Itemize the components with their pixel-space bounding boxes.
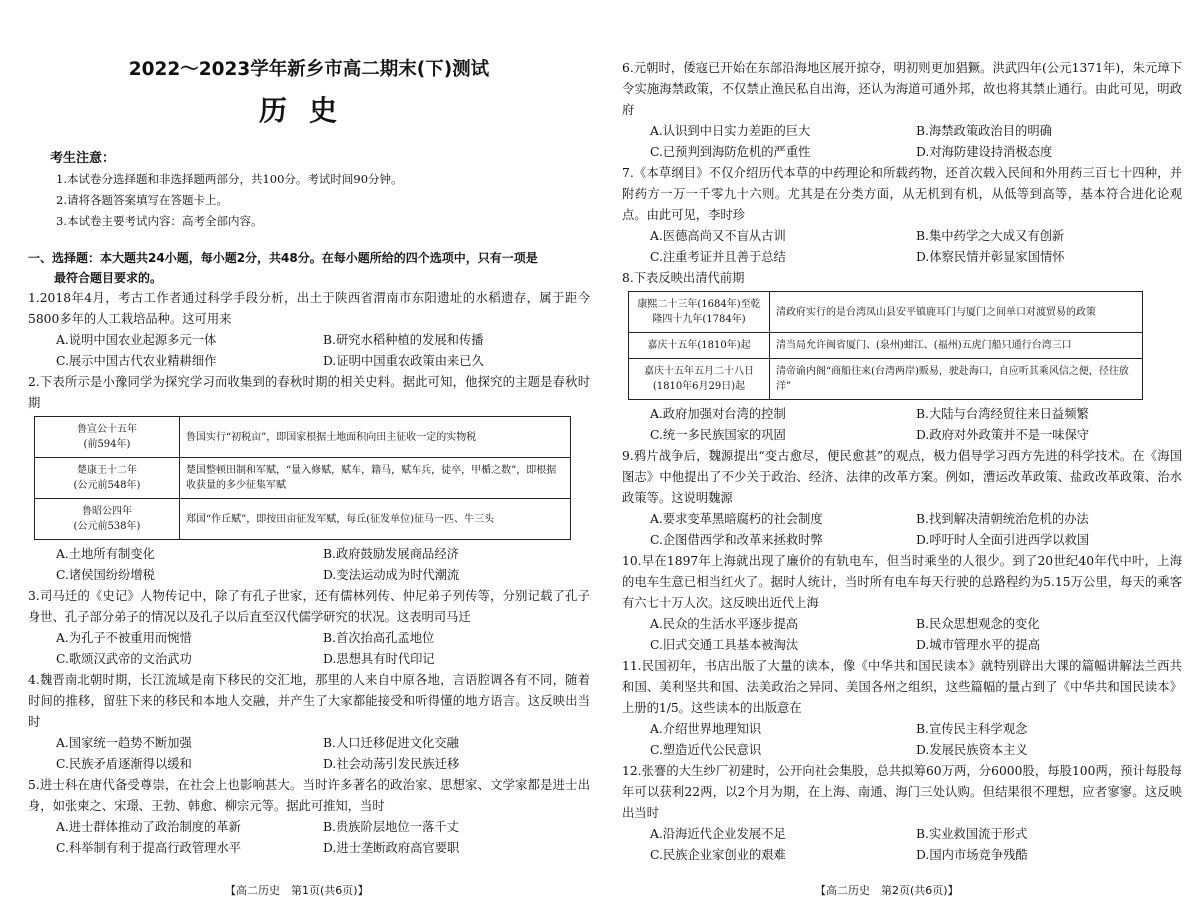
- option-b: B.人口迁移促进文化交融: [323, 736, 459, 750]
- table-cell-content: 清当局允许闽省厦门、(泉州)蚶江、(福州)五虎门船只通行台湾三口: [770, 333, 1143, 359]
- option-b: B.贵族阶层地位一落千丈: [323, 820, 459, 834]
- question-3: [28, 586, 590, 670]
- question-list: [28, 288, 590, 859]
- option-c: C.歌颂汉武帝的文治武功: [56, 652, 192, 666]
- option-c: C.民族矛盾逐渐得以缓和: [56, 757, 192, 771]
- table-row: [35, 458, 571, 499]
- question-4: [28, 670, 590, 775]
- option-b: B.民众思想观念的变化: [916, 617, 1040, 631]
- options-grid: [28, 628, 590, 670]
- table-cell-time: 嘉庆十五年五月二十八日(1810年6月29日)起: [629, 359, 770, 400]
- section-title: [28, 248, 590, 288]
- question-stem: 8.下表反映出清代前期: [622, 271, 745, 285]
- question-1: [28, 288, 590, 372]
- option-c: C.企图借西学和改革来拯救时弊: [650, 533, 823, 547]
- question-11: [622, 656, 1182, 761]
- table-row: [629, 359, 1143, 400]
- option-b: B.找到解决清朝统治危机的办法: [916, 512, 1089, 526]
- option-a: A.介绍世界地理知识: [650, 722, 762, 736]
- options-grid: [28, 817, 590, 859]
- question-5: [28, 775, 590, 859]
- options-grid: [622, 824, 1182, 866]
- options-grid: [622, 226, 1182, 268]
- question-stem: 3.司马迁的《史记》人物传记中，除了有孔子世家，还有儒林列传、仲尼弟子列传等，分别记载了孔子身世、孔子部分弟子的情况以及孔子以后直至汉代儒学研究的状况。这表明司马迁: [28, 589, 590, 624]
- page-footer: 【高二历史 第1页(共6页)】: [225, 884, 369, 897]
- section-title-line: 最符合题目要求的。: [54, 271, 163, 285]
- right-column: [622, 0, 1182, 866]
- option-c: C.旧式交通工具基本被淘汰: [650, 638, 799, 652]
- options-grid: [622, 509, 1182, 551]
- option-b: B.宣传民主科学观念: [916, 722, 1028, 736]
- table-row: [629, 292, 1143, 333]
- table-cell-content: 郑国“作丘赋”，即按田亩征发军赋，每丘(征发单位)征马一匹、牛三头: [180, 499, 571, 540]
- option-c: C.展示中国古代农业精耕细作: [56, 354, 217, 368]
- subject-title: 历史: [258, 94, 359, 127]
- question-stem: 5.进士科在唐代备受尊崇，在社会上也影响甚大。当时许多著名的政治家、思想家、文学家都是进士出身，如张柬之、宋璟、王勃、韩愈、柳宗元等。据此可推知，当时: [28, 778, 590, 813]
- option-c: C.塑造近代公民意识: [650, 743, 762, 757]
- table-cell-time: 鲁昭公四年 (公元前538年): [35, 499, 180, 540]
- table-cell-content: 鲁国实行“初税亩”，即国家根据土地面积向田主征收一定的实物税: [180, 417, 571, 458]
- option-b: B.海禁政策政治目的明确: [916, 124, 1052, 138]
- table-cell-content: 清帝谕内阁“商船往来(台湾两岸)贩易，驶赴海口，自应听其乘风信之便，径往放洋”: [770, 359, 1143, 400]
- options-grid: [28, 544, 590, 586]
- notice-line: 2.请将各题答案填写在答题卡上。: [56, 193, 228, 207]
- option-d: D.变法运动成为时代潮流: [323, 568, 460, 582]
- option-b: B.大陆与台湾经贸往来日益频繁: [916, 407, 1089, 421]
- option-a: A.进士群体推动了政治制度的革新: [56, 820, 241, 834]
- option-a: A.为孔子不被重用而惋惜: [56, 631, 192, 645]
- section-title-line: 一、选择题：本大题共24小题，每小题2分，共48分。在每小题所给的四个选项中，只有一项是: [28, 251, 538, 265]
- option-d: D.城市管理水平的提高: [916, 638, 1041, 652]
- option-a: A.医德高尚又不盲从古训: [650, 229, 786, 243]
- option-d: D.进士垄断政府高官要职: [323, 841, 460, 855]
- question-stem: 4.魏晋南北朝时期，长江流域是南下移民的交汇地，那里的人来自中原各地，言语腔调各有不同，随着时间的推移，留驻下来的移民和本地人交融，并产生了大家都能接受和听得懂的地方语言。这反映出当时: [28, 673, 590, 729]
- question-stem: 11.民国初年，书店出版了大量的读本，像《中华共和国民读本》就特别辟出大课的篇幅讲解法兰西共和国、美利坚共和国、法美政治之异同、美国各州之组织，这些篇幅的量占到了《中华共和国民读本》上册的1/5。这些读本的出版意在: [622, 659, 1182, 715]
- table-row: [35, 417, 571, 458]
- option-c: C.民族企业家创业的艰难: [650, 848, 786, 862]
- source-table: [628, 291, 1143, 400]
- option-a: A.沿海近代企业发展不足: [650, 827, 786, 841]
- table-cell-content: 楚国整顿田制和军赋，“量入修赋，赋车，籍马，赋车兵，徒卒，甲楯之数”，即根据收获量的多少征集军赋: [180, 458, 571, 499]
- table-row: [35, 499, 571, 540]
- table-row: [629, 333, 1143, 359]
- question-2: [28, 372, 590, 586]
- question-list: [622, 58, 1182, 866]
- option-c: C.已预判到海防危机的严重性: [650, 145, 811, 159]
- option-d: D.对海防建设持消极态度: [916, 145, 1053, 159]
- options-grid: [622, 719, 1182, 761]
- question-stem: 10.早在1897年上海就出现了廉价的有轨电车，但当时乘坐的人很少。到了20世纪40年代中叶，上海的电车生意已相当红火了。据时人统计，当时所有电车每天行驶的总路程约为5.15万公里，每天的乘客有六七十万人次。这反映出近代上海: [622, 554, 1182, 610]
- option-c: C.诸侯国纷纷增税: [56, 568, 155, 582]
- question-12: [622, 761, 1182, 866]
- option-a: A.认识到中日实力差距的巨大: [650, 124, 811, 138]
- question-7: [622, 163, 1182, 268]
- option-b: B.集中药学之大成又有创新: [916, 229, 1065, 243]
- question-stem: 1.2018年4月，考古工作者通过科学手段分析，出土于陕西省渭南市东阳遗址的水稻遗存，属于距今5800多年的人工栽培品种。这可用来: [28, 291, 590, 326]
- question-9: [622, 446, 1182, 551]
- notice-heading: 考生注意：: [50, 151, 116, 166]
- notice-line: 3.本试卷主要考试内容：高考全部内容。: [56, 214, 263, 228]
- option-c: C.统一多民族国家的巩固: [650, 428, 786, 442]
- option-a: A.国家统一趋势不断加强: [56, 736, 192, 750]
- option-d: D.证明中国重农政策由来已久: [323, 354, 484, 368]
- option-a: A.土地所有制变化: [56, 547, 155, 561]
- question-stem: 2.下表所示是小豫同学为探究学习而收集到的春秋时期的相关史料。据此可知，他探究的主题是春秋时期: [28, 375, 590, 410]
- exam-title: 2022～2023学年新乡市高二期末(下)测试: [128, 59, 490, 80]
- question-6: [622, 58, 1182, 163]
- notice-line: 1.本试卷分选择题和非选择题两部分，共100分。考试时间90分钟。: [56, 172, 403, 186]
- question-stem: 12.张謇的大生纱厂初建时，公开向社会集股，总共拟筹60万两，分6000股，每股100两，预计每股每年可以获利22两，以2个月为期，在上海、南通、海门三处认购。但结果很不理想，应者寥寥。这反映出当时: [622, 764, 1182, 820]
- question-stem: 9.鸦片战争后，魏源提出“变古愈尽，便民愈甚”的观点，极力倡导学习西方先进的科学技术。在《海国图志》中他提出了不少关于政治、经济、法律的改革方案。例如，漕运改革政策、盐政改革政策、治水政策等。这说明魏源: [622, 449, 1182, 505]
- option-d: D.政府对外政策并不是一味保守: [916, 428, 1090, 442]
- table-cell-time: 楚康王十二年 (公元前548年): [35, 458, 180, 499]
- options-grid: [622, 121, 1182, 163]
- option-d: D.国内市场竞争残酷: [916, 848, 1028, 862]
- option-a: A.民众的生活水平逐步提高: [650, 617, 799, 631]
- table-cell-time: 康熙二十三年(1684年)至乾隆四十九年(1784年): [629, 292, 770, 333]
- table-cell-time: 嘉庆十五年(1810年)起: [629, 333, 770, 359]
- option-d: D.思想具有时代印记: [323, 652, 435, 666]
- candidate-notice: [50, 148, 590, 232]
- options-grid: [622, 404, 1182, 446]
- option-d: D.发展民族资本主义: [916, 743, 1028, 757]
- question-stem: 7.《本草纲目》不仅介绍历代本草的中药理论和所载药物，还首次载入民间和外用药三百七十四种，并附药方一万一千零九十六则。尤其是在分类方面，从无机到有机，从低等到高等，基本符合进化论观点。由此可见，李时珍: [622, 166, 1182, 222]
- table-cell-content: 清政府实行的是台湾凤山县安平镇鹿耳门与厦门之间单口对渡贸易的政策: [770, 292, 1143, 333]
- option-b: B.实业救国流于形式: [916, 827, 1028, 841]
- question-10: [622, 551, 1182, 656]
- options-grid: [622, 614, 1182, 656]
- option-b: B.首次抬高孔孟地位: [323, 631, 435, 645]
- question-8: [622, 268, 1182, 446]
- option-d: D.社会动荡引发民族迁移: [323, 757, 460, 771]
- option-c: C.科举制有利于提高行政管理水平: [56, 841, 242, 855]
- option-a: A.政府加强对台湾的控制: [650, 407, 786, 421]
- option-d: D.呼吁时人全面引进西学以救国: [916, 533, 1090, 547]
- options-grid: [28, 330, 590, 372]
- option-b: B.政府鼓励发展商品经济: [323, 547, 459, 561]
- option-a: A.说明中国农业起源多元一体: [56, 333, 217, 347]
- option-d: D.体察民情并彰显家国情怀: [916, 250, 1065, 264]
- left-column: [28, 0, 590, 859]
- page-footer: 【高二历史 第2页(共6页)】: [815, 884, 959, 897]
- option-a: A.要求变革黑暗腐朽的社会制度: [650, 512, 823, 526]
- option-b: B.研究水稻种植的发展和传播: [323, 333, 484, 347]
- options-grid: [28, 733, 590, 775]
- question-stem: 6.元朝时，倭寇已开始在东部沿海地区展开掠夺，明初则更加猖獗。洪武四年(公元1371年)，朱元璋下令实施海禁政策，不仅禁止渔民私自出海，还认为海道可通外邦，故也将其禁止通行。由此可见，明政府: [622, 61, 1182, 117]
- option-c: C.注重考证并且善于总结: [650, 250, 786, 264]
- table-cell-time: 鲁宣公十五年 (前594年): [35, 417, 180, 458]
- source-table: [34, 416, 571, 540]
